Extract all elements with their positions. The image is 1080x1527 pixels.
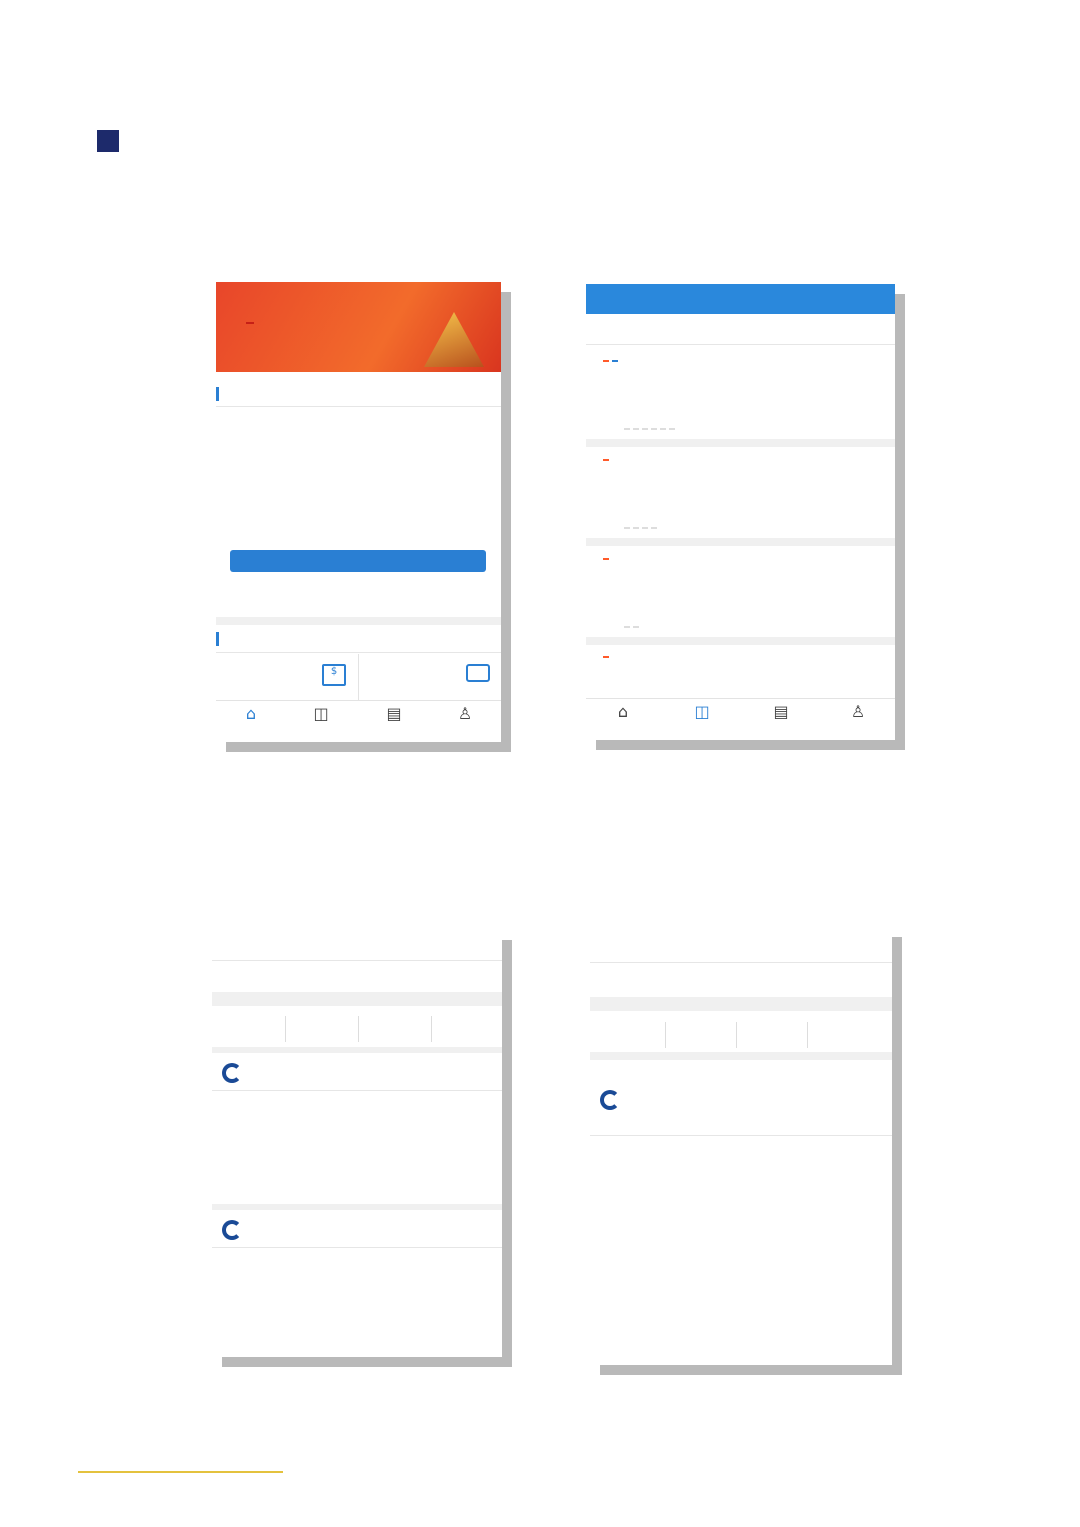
stat-divider xyxy=(736,1022,737,1048)
loan-tags xyxy=(624,415,678,434)
record-divider xyxy=(212,1247,502,1248)
loan-tag xyxy=(669,428,675,430)
card-tax-loans[interactable] xyxy=(366,658,496,702)
page-title xyxy=(97,130,131,152)
bank-logo xyxy=(222,1220,248,1240)
record-divider xyxy=(212,1090,502,1091)
bank-logo xyxy=(600,1090,626,1110)
loan-tags xyxy=(624,514,660,533)
news-icon: ▤ xyxy=(386,704,402,723)
stat-divider xyxy=(665,1022,666,1048)
stat-divider xyxy=(431,1016,432,1042)
title-square-icon xyxy=(97,130,119,152)
loan-card-head xyxy=(594,552,609,565)
hot-badge xyxy=(603,459,609,461)
banner[interactable] xyxy=(216,282,501,372)
nav-news[interactable] xyxy=(756,703,806,721)
hot-badge xyxy=(603,558,609,560)
record-divider xyxy=(590,1135,892,1136)
hot-badge xyxy=(603,360,609,362)
nav-loans[interactable] xyxy=(296,705,346,723)
loan-tag xyxy=(651,527,657,529)
record-separator xyxy=(590,1052,892,1060)
phone-home xyxy=(216,282,501,742)
loan-record[interactable] xyxy=(212,1210,502,1357)
user-icon: ♙ xyxy=(850,702,866,721)
bank-logo-icon xyxy=(222,1220,242,1240)
stat-divider xyxy=(358,1016,359,1042)
stat-divider xyxy=(807,1022,808,1048)
loan-tag xyxy=(642,527,648,529)
home-icon: ⌂ xyxy=(617,702,629,721)
loan-separator xyxy=(586,538,895,546)
bank-logo xyxy=(222,1063,248,1083)
loan-tag xyxy=(633,428,639,430)
bank-logo-icon xyxy=(600,1090,620,1110)
nav-mine[interactable] xyxy=(833,703,883,721)
bottom-nav xyxy=(216,700,501,742)
loan-card-head xyxy=(594,354,618,367)
auth-record[interactable] xyxy=(590,1060,892,1240)
hot-badge xyxy=(603,656,609,658)
record-separator xyxy=(212,1204,502,1210)
nav-home[interactable] xyxy=(598,703,648,721)
loan-separator xyxy=(586,439,895,447)
card-tax-products[interactable] xyxy=(224,658,354,702)
loan-tag xyxy=(633,626,639,628)
home-icon: ⌂ xyxy=(245,704,257,723)
extra-badge xyxy=(612,360,618,362)
tax-badge-icon xyxy=(466,664,490,682)
coins-icon: ◫ xyxy=(694,702,710,721)
loan-tag xyxy=(624,527,630,529)
loan-tag xyxy=(624,428,630,430)
apply-button[interactable] xyxy=(230,550,486,572)
nav-home[interactable] xyxy=(226,705,276,723)
loan-card-head xyxy=(594,650,609,663)
nav-loans[interactable] xyxy=(677,703,727,721)
coins-icon: ◫ xyxy=(313,704,329,723)
phone-auth xyxy=(590,927,892,1365)
loan-record[interactable] xyxy=(212,1053,502,1203)
loans-header xyxy=(586,284,895,314)
loan-tag xyxy=(633,527,639,529)
phone-loans xyxy=(586,284,895,740)
loan-tag xyxy=(624,626,630,628)
loan-card[interactable] xyxy=(586,546,895,638)
footer-rule xyxy=(78,1471,283,1473)
monitor-icon: $ xyxy=(322,664,346,686)
loan-tag xyxy=(642,428,648,430)
loan-card[interactable] xyxy=(586,348,895,440)
loans-bottom-nav xyxy=(586,698,895,740)
nav-news[interactable] xyxy=(369,705,419,723)
loan-card-head xyxy=(594,453,609,466)
bank-logo-icon xyxy=(222,1063,242,1083)
loan-tag xyxy=(651,428,657,430)
loan-tags xyxy=(624,613,642,632)
loan-tag xyxy=(660,428,666,430)
stat-divider xyxy=(285,1016,286,1042)
loan-card[interactable] xyxy=(586,447,895,539)
record-separator xyxy=(212,1047,502,1053)
banner-line2 xyxy=(246,322,254,324)
news-icon: ▤ xyxy=(773,702,789,721)
phone-query xyxy=(212,930,502,1357)
tower-image xyxy=(424,312,484,367)
nav-mine[interactable] xyxy=(440,705,490,723)
user-icon: ♙ xyxy=(457,704,473,723)
